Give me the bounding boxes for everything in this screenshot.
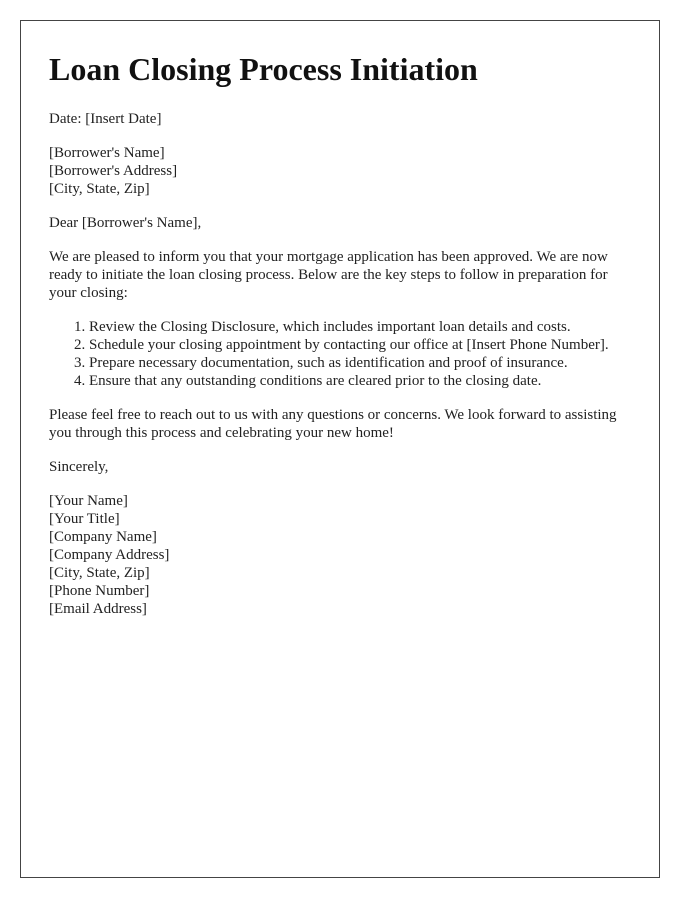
recipient-name: [Borrower's Name] (49, 145, 165, 161)
closing-paragraph: Please feel free to reach out to us with any questions or concerns. We look forward to assisting you through this process and celebrating your new home! (49, 407, 617, 441)
intro-paragraph: We are pleased to inform you that your mortgage application has been approved. We are now ready to initiate the loan closing process. Below are the key steps to follow in preparation for your closing: (49, 249, 608, 301)
signer-name: [Your Name] (49, 493, 128, 509)
signer-title: [Your Title] (49, 511, 120, 527)
date-line: Date: [Insert Date] (49, 111, 162, 127)
recipient-address-block (49, 144, 631, 198)
company-address: [Company Address] (49, 547, 170, 563)
list-item: 4. Ensure that any outstanding conditions are cleared prior to the closing date. (89, 372, 631, 390)
email-address: [Email Address] (49, 601, 147, 617)
phone-number: [Phone Number] (49, 583, 150, 599)
list-item: 1. Review the Closing Disclosure, which includes important loan details and costs. (89, 318, 631, 336)
company-city-state-zip: [City, State, Zip] (49, 565, 150, 581)
list-item: 2. Schedule your closing appointment by contacting our office at [Insert Phone Number]. (89, 336, 631, 354)
salutation: Dear [Borrower's Name], (49, 215, 202, 231)
recipient-city-state-zip: [City, State, Zip] (49, 181, 150, 197)
recipient-address: [Borrower's Address] (49, 163, 178, 179)
sign-off: Sincerely, (49, 459, 109, 475)
letter-page (20, 20, 660, 878)
list-item: 3. Prepare necessary documentation, such as identification and proof of insurance. (89, 354, 631, 372)
closing-steps-list (49, 318, 631, 390)
letter-title: Loan Closing Process Initiation (49, 51, 478, 87)
company-name: [Company Name] (49, 529, 157, 545)
signature-block (49, 492, 631, 618)
